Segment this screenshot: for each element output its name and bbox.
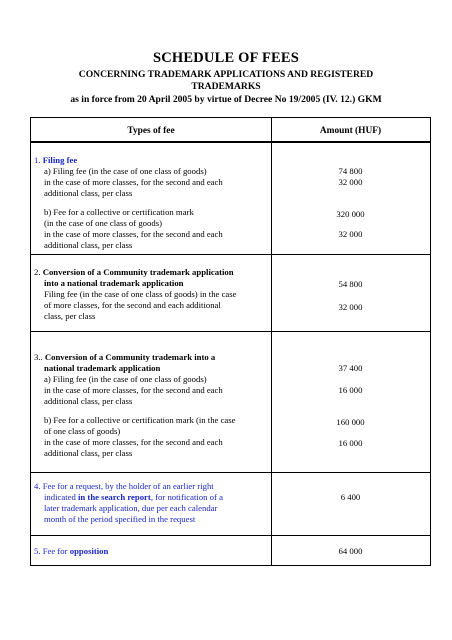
section-2-line-3: class, per class — [44, 311, 96, 321]
section-1-b-line-4: additional class, per class — [44, 240, 133, 250]
subtitle-line-1: CONCERNING TRADEMARK APPLICATIONS AND REGISTERED — [78, 69, 374, 80]
section-5-amount-1: 64 000 — [338, 546, 363, 556]
section-4-line-3: later trademark application, due per each calendar — [44, 503, 218, 513]
column-header-type: Types of fee — [127, 126, 175, 136]
fee-section-2 — [30, 254, 431, 332]
section-3-b-line-3: in the case of more classes, for the second and each — [44, 437, 223, 447]
section-1-title: Filing fee — [42, 155, 78, 165]
section-2-title-2: into a national trademark application — [44, 278, 184, 288]
section-4-line-1: 4. Fee for a request, by the holder of an earlier right — [34, 481, 214, 491]
section-1-b-line-2: (in the case of one class of goods) — [44, 218, 162, 228]
section-1-a-line-3: additional class, per class — [44, 188, 133, 198]
section-3-a-line-3: additional class, per class — [44, 396, 133, 406]
section-3-heading: 3.. Conversion of a Community trademark into a — [34, 352, 216, 362]
column-header-amount: Amount (HUF) — [319, 126, 382, 136]
section-1-amount-1: 74 800 — [338, 166, 363, 176]
section-4-line-4: month of the period specified in the request — [44, 514, 196, 524]
section-2-amount-2: 32 000 — [338, 302, 363, 312]
section-3-amount-4: 16 000 — [338, 438, 363, 448]
section-3-title-1: Conversion of a Community trademark into a — [44, 352, 216, 362]
section-2-amount-1: 54 800 — [338, 279, 363, 289]
fee-section-5 — [30, 535, 431, 566]
section-2-line-2: of more classes, for the second and each additional — [44, 300, 221, 310]
section-3-b-line-4: additional class, per class — [44, 448, 133, 458]
subtitle-line-2: TRADEMARKS — [191, 81, 261, 92]
table-header-row — [30, 117, 431, 143]
fee-section-4 — [30, 472, 431, 536]
page-title: SCHEDULE OF FEES — [152, 50, 300, 66]
column-divider — [271, 255, 272, 331]
section-1-a-line-2: in the case of more classes, for the second and each — [44, 177, 223, 187]
section-1-amount-4: 32 000 — [338, 229, 363, 239]
search-report-emphasis: in the search report — [78, 492, 151, 502]
section-2-line-1: Filing fee (in the case of one class of goods) in the case — [44, 289, 237, 299]
fee-section-1 — [30, 141, 431, 255]
section-3-amount-2: 16 000 — [338, 385, 363, 395]
section-4-line-2: indicated in the search report, for notification of a — [44, 492, 223, 502]
section-2-title-1: Conversion of a Community trademark application — [42, 267, 234, 277]
section-2-heading: 2. Conversion of a Community trademark application — [34, 267, 234, 277]
fee-section-3 — [30, 331, 431, 473]
section-3-b-line-1: b) Fee for a collective or certification mark (in the case — [44, 415, 236, 425]
section-3-a-line-1: a) Filing fee (in the case of one class of goods) — [44, 374, 207, 384]
section-3-title-2: national trademark application — [44, 363, 161, 373]
section-4-amount-1: 6 400 — [340, 492, 361, 502]
subtitle-line-3: as in force from 20 April 2005 by virtue of Decree No 19/2005 (IV. 12.) GKM — [70, 94, 382, 105]
section-3-amount-1: 37 400 — [338, 363, 363, 373]
section-1-heading: 1. Filing fee — [34, 155, 78, 165]
section-1-amount-3: 320 000 — [336, 209, 365, 219]
column-divider — [271, 332, 272, 472]
section-1-a-line-1: a) Filing fee (in the case of one class of goods) — [44, 166, 207, 176]
section-3-a-line-2: in the case of more classes, for the second and each — [44, 385, 223, 395]
section-3-b-line-2: of one class of goods) — [44, 426, 121, 436]
section-1-b-line-3: in the case of more classes, for the second and each — [44, 229, 223, 239]
section-1-b-line-1: b) Fee for a collective or certification mark — [44, 207, 194, 217]
section-5-line-1: 5. Fee for opposition — [34, 546, 109, 556]
column-divider — [271, 473, 272, 535]
section-1-amount-2: 32 000 — [338, 177, 363, 187]
opposition-emphasis: opposition — [69, 546, 109, 556]
section-3-amount-3: 160 000 — [336, 417, 365, 427]
